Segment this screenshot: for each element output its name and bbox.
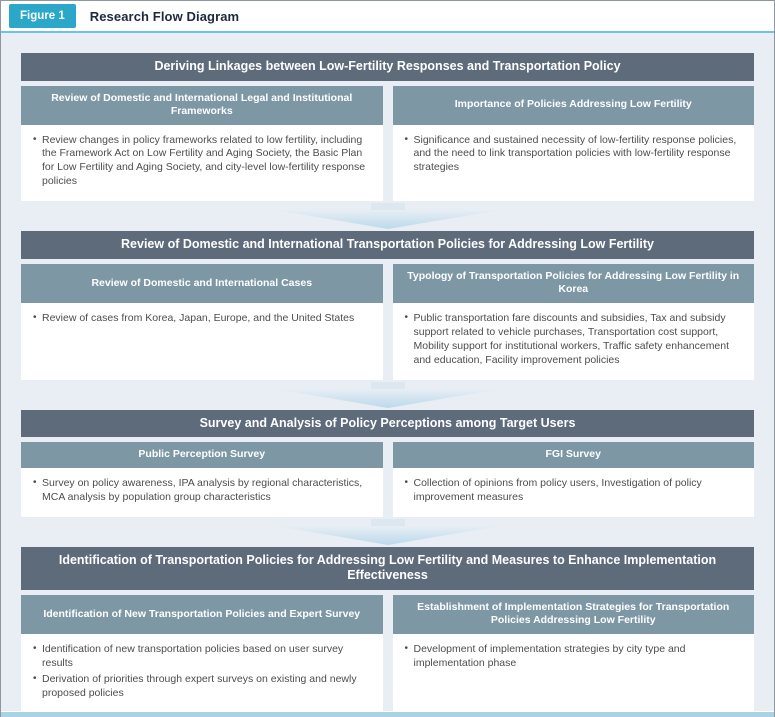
section-4-col-1-body: [21, 634, 383, 713]
down-arrow-icon: [21, 517, 754, 547]
section-3-col-2-subheader: FGI Survey: [393, 442, 755, 467]
bullet-item: • Review changes in policy frameworks related to low fertility, including the Framework Act on Low Fertility and Aging Society, the Basic Plan for Low Fertility and Aging Society, and city-level low-fertility response policies: [33, 134, 373, 190]
section-1-header: Deriving Linkages between Low-Fertility Responses and Transportation Policy: [21, 53, 754, 81]
diagram-canvas: [1, 33, 774, 711]
figure-title: Research Flow Diagram: [89, 8, 240, 24]
section-1-columns: [21, 86, 754, 202]
bottom-accent-bar: [1, 712, 774, 717]
section-2-columns: [21, 264, 754, 380]
figure-caption-row: [1, 1, 774, 33]
section-1-col-2-body: [393, 125, 755, 202]
section-3-col-2-body: [393, 468, 755, 517]
bullet-item: • Derivation of priorities through expert surveys on existing and newly proposed policies: [33, 673, 373, 701]
bullet-item: • Development of implementation strategies by city type and implementation phase: [405, 643, 745, 671]
section-1-col-1-body: [21, 125, 383, 202]
bullet-item: • Survey on policy awareness, IPA analysis by regional characteristics, MCA analysis by population group characteristics: [33, 477, 373, 505]
section-2-col-2-subheader: Typology of Transportation Policies for Addressing Low Fertility in Korea: [393, 264, 755, 303]
section-3-header: Survey and Analysis of Policy Perceptions among Target Users: [21, 410, 754, 438]
section-policy-review: [21, 231, 754, 379]
section-2-col-1-body: [21, 303, 383, 380]
bullet-item: • Collection of opinions from policy users, Investigation of policy improvement measures: [405, 477, 745, 505]
section-3-col-1-subheader: Public Perception Survey: [21, 442, 383, 467]
section-3-columns: [21, 442, 754, 516]
bullet-item: • Review of cases from Korea, Japan, Europe, and the United States: [33, 312, 373, 326]
section-survey-analysis: [21, 410, 754, 517]
section-4-header: Identification of Transportation Policies for Addressing Low Fertility and Measures to Enhance Implementation Effectiveness: [21, 547, 754, 590]
bullet-item: • Identification of new transportation policies based on user survey results: [33, 643, 373, 671]
section-2-header: Review of Domestic and International Transportation Policies for Addressing Low Fertility: [21, 231, 754, 259]
section-3-col-1-body: [21, 468, 383, 517]
figure-badge: Figure 1: [9, 4, 76, 28]
section-2-col-1-subheader: Review of Domestic and International Cases: [21, 264, 383, 303]
section-4-col-2-body: [393, 634, 755, 713]
down-arrow-icon: [21, 380, 754, 410]
section-4-col-1-subheader: Identification of New Transportation Policies and Expert Survey: [21, 595, 383, 634]
section-4-col-2-subheader: Establishment of Implementation Strategies for Transportation Policies Addressing Low Fertility: [393, 595, 755, 634]
section-2-col-2-body: [393, 303, 755, 380]
section-policy-identification: [21, 547, 754, 713]
section-deriving-linkages: [21, 53, 754, 201]
section-1-col-1-subheader: Review of Domestic and International Legal and Institutional Frameworks: [21, 86, 383, 125]
down-arrow-icon: [21, 201, 754, 231]
section-4-columns: [21, 595, 754, 713]
section-1-col-2-subheader: Importance of Policies Addressing Low Fertility: [393, 86, 755, 125]
bullet-item: • Public transportation fare discounts and subsidies, Tax and subsidy support related to vehicle purchases, Transportation cost support, Mobility support for institutional workers, Traffic safety enhancement and education, Facility improvement policies: [405, 312, 745, 368]
bullet-item: • Significance and sustained necessity of low-fertility response policies, and the need to link transportation policies with low-fertility response strategies: [405, 134, 745, 176]
